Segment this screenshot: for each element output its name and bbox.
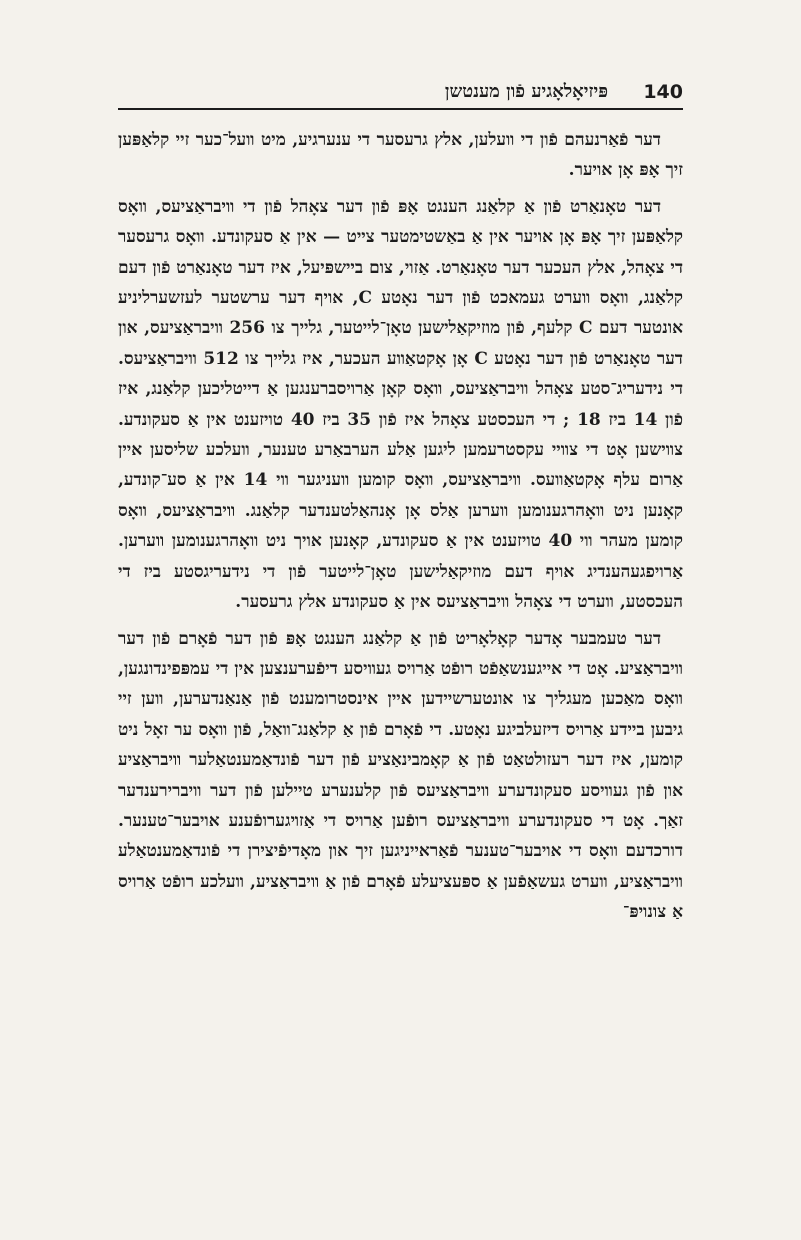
body-text	[118, 125, 683, 928]
paragraph-2: דער טאָנאַרט פֿון אַ קלאַנג הענגט אָפּ פֿון דער צאָהל פֿון די װיבראַציעס, װאָס קלאַפּען זיך אָפּ אָן אויער אין אַ באַשטימטער צייט — אין אַ סעקונדע. װאָס גרעסער די צאָהל, אלץ העכער דער טאָנאַרט. אַזוי, צום ביישפּיעל, איז דער טאָנאַרט פֿון דעם קלאַנג, װאָס װערט געמאכט פֿון דער נאָטע C, אויף דער ערשטער לעזשערליניע אונטער דעם C קלעף, פֿון מוזיקאַלישען טאָן־לייטער, גלייך צו 256 װיבראַציעס, און דער טאָנאַרט פֿון דער נאָטע C אָן אָקטאַװע העכער, איז גלייך צו 512 װיבראַציעס. די נידעריג־סטע צאָהל װיבראַציעס, װאָס קאָן אַרויסברענגען אַ דייטליכען קלאַנג, איז פֿון 14 ביז 18 ; די העכסטע צאָהל איז פֿון 35 ביז 40 טויזענט אין אַ סעקונדע. צװישען אָט די צװיי עקסטרעמען ליגען אַלע הערבאַרע טענער, װעלכע שליסען איין אַרום עלף אָקטאַװעס. װיבראַציעס, װאָס קומען װעניגער װי 14 אין אַ סע־קונדע, קאָנען ניט װאָהרגענומען װערען אַלס אָן אָנהאַלטענדער קלאַנג. װיבראַציעס, װאָס קומען מעהר װי 40 טויזענט אין אַ סעקונדע, קאָנען אויך ניט װאָהרגענומען װערען. אַרויפגעהענדיג אויף דעם מוזיקאַלישען טאָן־לייטער פֿון די נידעריגסטע ביז די העכסטע, װערט די צאָהל װיבראַציעס אין אַ סעקונדע אלץ גרעסער.	[118, 196, 684, 613]
header-rule	[118, 108, 683, 110]
running-title: פּיזיאָלאָגיע פֿון מענטשן	[444, 81, 608, 102]
paragraph-3: דער טעמבער אָדער קאָלאָריט פֿון אַ קלאַנג הענגט אָפּ פֿון דער פֿאָרם פֿון דער װיבראַציע. אָט די אייגענשאַפֿט רופֿט אַרויס געװיסע דיפֿערענצען אין די עמפּפינדונגען, װאָס מאַכען מעגליך צו אונטערשיידען איין אינסטרומענט פֿון אַנאַנדערען, װען זיי גיבען ביידע אַרויס דיזעלביגע נאָטע. די פֿאָרם פֿון אַ קלאַנג־װאַל, פֿון װאָס ער זאָל ניט קומען, איז דער רעזולטאַט פֿון אַ קאָמבינאַציע פֿון דער פֿונדאַמענטאַלער װיבראַציע און פֿון געװיסע סעקונדערע װיבראַציעס פֿון קלענערע טיילען פֿון דער װיברירענדער זאַך. אָט די סעקונדערע װיבראַציעס רופֿען אַרויס די אַזױגערופֿענע אויבער־טענער. דורכדעם װאָס די אויבער־טענער פֿאַראייניגען זיך און מאָדיפֿיצירן די פֿונדאַמענטאַלע װיבראַציע, װערט געשאַפֿען אַ ספּעציעלע פֿאָרם פֿון אַ װיבראַציע, װעלכע רופֿט אַרויס אַ צונויפּ־	[118, 628, 683, 923]
paragraph-1: דער פֿאַרנעהם פֿון די װעלען, אלץ גרעסער די ענערגיע, מיט װעל־כער זיי קלאַפּען זיך אָפּ אָן אויער.	[118, 130, 683, 181]
page-number: 140	[643, 81, 683, 103]
page-header	[118, 80, 683, 110]
